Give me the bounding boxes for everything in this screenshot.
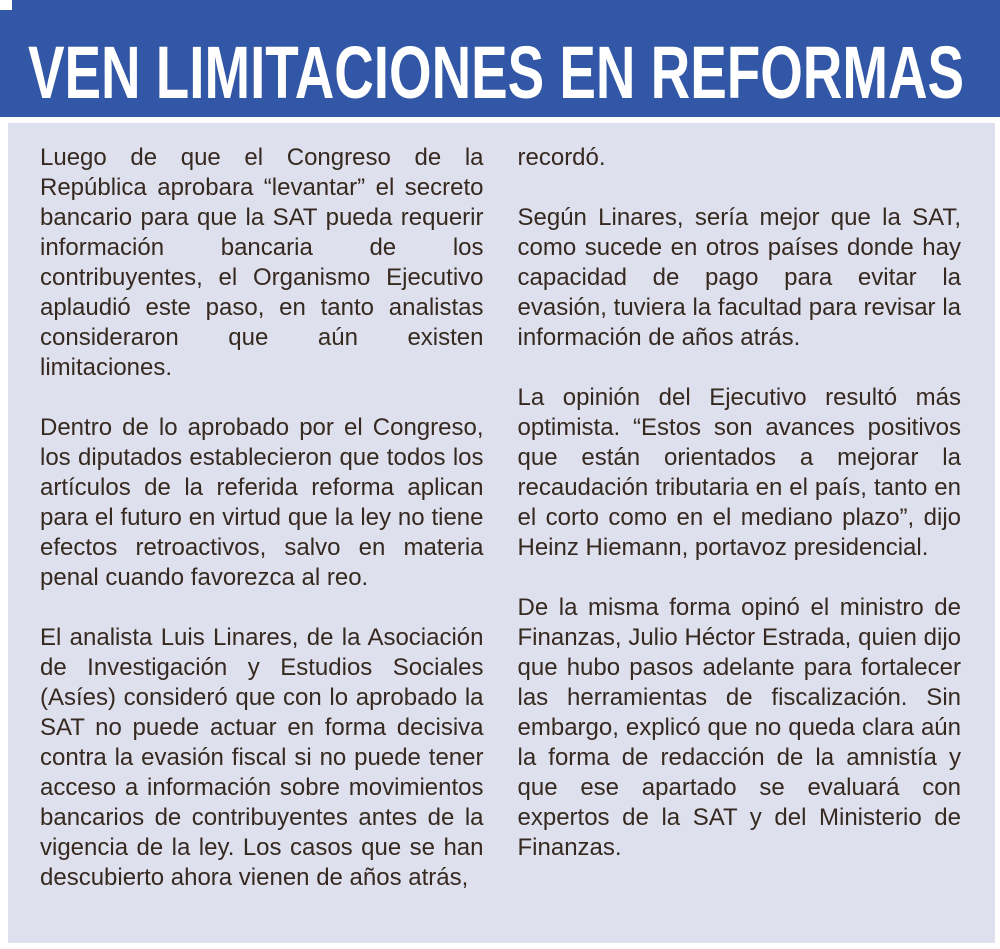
headline-banner [0, 0, 1000, 117]
page-corner-artifact [0, 0, 12, 10]
paragraph: Dentro de lo aprobado por el Congreso, los diputados establecieron que todos los artículos de la referida reforma aplican para el futuro en virtud que la ley no tiene efectos retroactivos, salvo en materia penal cuando favorezca al reo. [40, 414, 484, 591]
paragraph: La opinión del Ejecutivo resultó más optimista. “Estos son avances positivos que están orientados a mejorar la recaudación tributaria en el país, tanto en el corto como en el mediano plazo”, dijo Heinz Hiemann, portavoz presidencial. [517, 384, 961, 561]
paragraph: Luego de que el Congreso de la República aprobara “levantar” el secreto bancario para que la SAT pueda requerir información bancaria de los contribuyentes, el Organismo Ejecutivo aplaudió este paso, en tanto analistas consideraron que aún existen limitaciones. [40, 144, 484, 381]
article-body [8, 123, 995, 943]
article-column-right [518, 143, 962, 943]
paragraph: Según Linares, sería mejor que la SAT, como sucede en otros países donde hay capacidad de pago para evitar la evasión, tuviera la facultad para revisar la información de años atrás. [517, 204, 961, 351]
headline-title: VEN LIMITACIONES EN REFORMAS [28, 31, 965, 114]
article-column-left [40, 143, 484, 943]
paragraph: De la misma forma opinó el ministro de Finanzas, Julio Héctor Estrada, quien dijo que hubo pasos adelante para fortalecer las herramientas de fiscalización. Sin embargo, explicó que no queda clara aún la forma de redacción de la amnistía y que ese apartado se evaluará con expertos de la SAT y del Ministerio de Finanzas. [517, 594, 961, 861]
paragraph: El analista Luis Linares, de la Asociación de Investigación y Estudios Sociales (Asíes) consideró que con lo aprobado la SAT no puede actuar en forma decisiva contra la evasión fiscal si no puede tener acceso a información sobre movimientos bancarios de contribuyentes antes de la vigencia de la ley. Los casos que se han descubierto ahora vienen de años atrás, [40, 624, 484, 891]
paragraph: recordó. [517, 144, 606, 171]
